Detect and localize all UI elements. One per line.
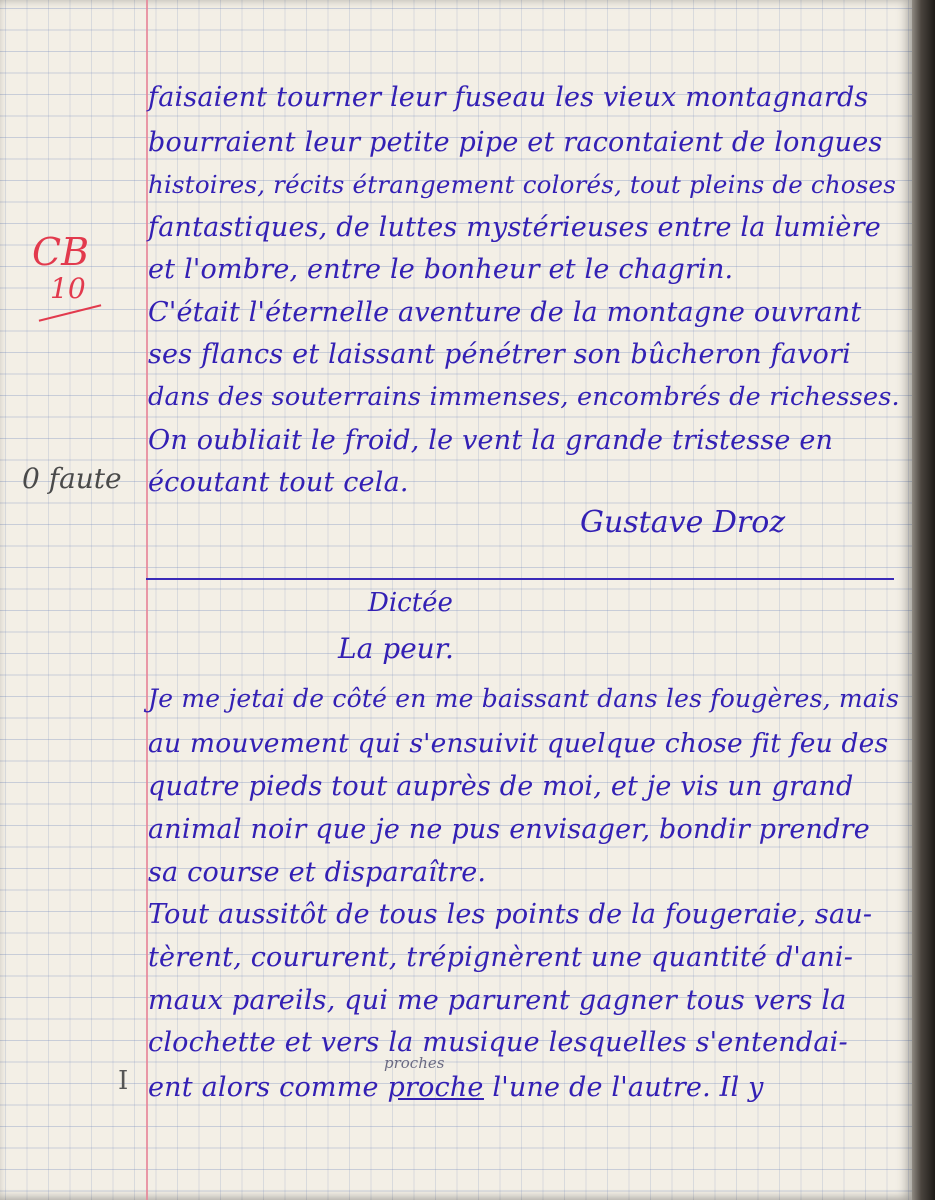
prose-line: ses flancs et laissant pénétrer son bûcheron favori <box>148 339 851 370</box>
prose-line: et l'ombre, entre le bonheur et le chagrin. <box>148 254 734 285</box>
dictation-line: au mouvement qui s'ensuivit quelque chose fit feu des <box>148 728 889 759</box>
signature: Gustave Droz <box>580 505 786 540</box>
prose-line: écoutant tout cela. <box>148 467 409 498</box>
dictation-subtitle: La peur. <box>338 632 454 665</box>
prose-line: fantastiques, de luttes mystérieuses entre la lumière <box>148 212 881 243</box>
dictation-line: tèrent, coururent, trépignèrent une quantité d'ani- <box>148 942 854 973</box>
dictation-line: clochette et vers la musique lesquelles s'entendai- <box>148 1027 848 1058</box>
strikethrough-mark <box>398 1098 484 1100</box>
dictation-line: ent alors comme proche l'une de l'autre. Il y <box>148 1072 764 1103</box>
grade-score: 10 <box>50 272 86 305</box>
dictation-line: sa course et disparaître. <box>148 857 487 888</box>
prose-line: faisaient tourner leur fuseau les vieux montagnards <box>148 82 869 113</box>
prose-line: On oubliait le froid, le vent la grande tristesse en <box>148 425 834 456</box>
dictation-line: quatre pieds tout auprès de moi, et je vis un grand <box>148 771 854 802</box>
faults-note: 0 faute <box>22 462 122 495</box>
prose-line: C'était l'éternelle aventure de la montagne ouvrant <box>148 297 862 328</box>
notebook-spine <box>912 0 935 1200</box>
grade-underline <box>39 304 102 321</box>
section-separator <box>146 578 894 580</box>
dictation-line: Tout aussitôt de tous les points de la fougeraie, sau- <box>148 899 873 930</box>
dictation-line: Je me jetai de côté en me baissant dans les fougères, mais <box>148 684 900 713</box>
dictation-line: animal noir que je ne pus envisager, bondir prendre <box>148 814 870 845</box>
margin-tick: I <box>118 1066 129 1096</box>
prose-line: bourraient leur petite pipe et racontaient de longues <box>148 127 883 158</box>
prose-line: histoires, récits étrangement colorés, tout pleins de choses <box>148 170 897 199</box>
pencil-correction: proches <box>384 1054 445 1072</box>
dictation-title: Dictée <box>368 588 453 618</box>
grade-letters: CB <box>32 230 89 274</box>
prose-line: dans des souterrains immenses, encombrés de richesses. <box>148 382 900 412</box>
dictation-line: maux pareils, qui me parurent gagner tous vers la <box>148 985 847 1016</box>
